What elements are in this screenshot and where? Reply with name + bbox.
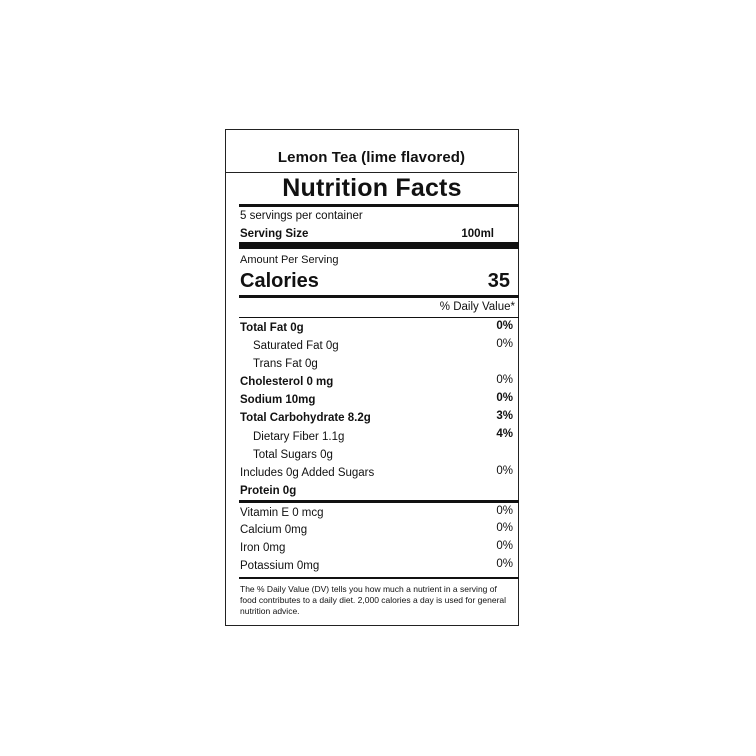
rule-thick-top bbox=[239, 204, 519, 207]
product-name-box bbox=[226, 130, 517, 173]
dv-calcium: 0% bbox=[496, 522, 513, 534]
nutrient-trans-fat: Trans Fat 0g bbox=[253, 358, 318, 370]
nutrition-facts-title: Nutrition Facts bbox=[282, 174, 462, 202]
dv-sodium: 0% bbox=[496, 392, 513, 404]
dv-iron: 0% bbox=[496, 540, 513, 552]
rule-vitamins bbox=[239, 500, 519, 503]
dv-dietary-fiber: 4% bbox=[496, 428, 513, 440]
calories-value: 35 bbox=[487, 270, 510, 292]
dv-saturated-fat: 0% bbox=[496, 338, 513, 350]
calcium: Calcium 0mg bbox=[240, 524, 308, 536]
nutrient-protein: Protein 0g bbox=[240, 485, 297, 497]
nutrient-total-sugars: Total Sugars 0g bbox=[253, 449, 333, 461]
nutrient-dietary-fiber: Dietary Fiber 1.1g bbox=[253, 431, 345, 443]
calories-label: Calories bbox=[240, 270, 319, 292]
serving-size-value: 100ml bbox=[461, 228, 494, 240]
potassium: Potassium 0mg bbox=[240, 560, 320, 572]
rule-dv-header bbox=[239, 317, 519, 318]
iron: Iron 0mg bbox=[240, 542, 286, 554]
nutrient-cholesterol: Cholesterol 0 mg bbox=[240, 376, 334, 388]
dv-potassium: 0% bbox=[496, 558, 513, 570]
daily-value-header: % Daily Value* bbox=[439, 301, 515, 313]
dv-total-fat: 0% bbox=[496, 320, 513, 332]
rule-calories bbox=[239, 295, 519, 298]
nutrition-label bbox=[225, 129, 519, 626]
daily-value-footnote: The % Daily Value (DV) tells you how much a nutrient in a serving of food contributes to a daily diet. 2,000 calories a day is used for general nutrition advice. bbox=[240, 584, 507, 616]
rule-extra-thick bbox=[239, 242, 519, 249]
servings-per-container: 5 servings per container bbox=[240, 210, 363, 222]
vitamin-e: Vitamin E 0 mcg bbox=[240, 507, 324, 519]
nutrient-saturated-fat: Saturated Fat 0g bbox=[253, 340, 339, 352]
nutrient-total-carbohydrate: Total Carbohydrate 8.2g bbox=[240, 412, 371, 424]
nutrient-total-fat: Total Fat 0g bbox=[240, 322, 304, 334]
amount-per-serving: Amount Per Serving bbox=[240, 254, 339, 266]
rule-footnote bbox=[239, 577, 519, 579]
serving-size-label: Serving Size bbox=[240, 228, 309, 240]
dv-cholesterol: 0% bbox=[496, 374, 513, 386]
dv-total-carbohydrate: 3% bbox=[496, 410, 513, 422]
nutrient-sodium: Sodium 10mg bbox=[240, 394, 316, 406]
dv-added-sugars: 0% bbox=[496, 465, 513, 477]
nutrient-added-sugars: Includes 0g Added Sugars bbox=[240, 467, 375, 479]
dv-vitamin-e: 0% bbox=[496, 505, 513, 517]
product-name: Lemon Tea (lime flavored) bbox=[277, 149, 466, 166]
